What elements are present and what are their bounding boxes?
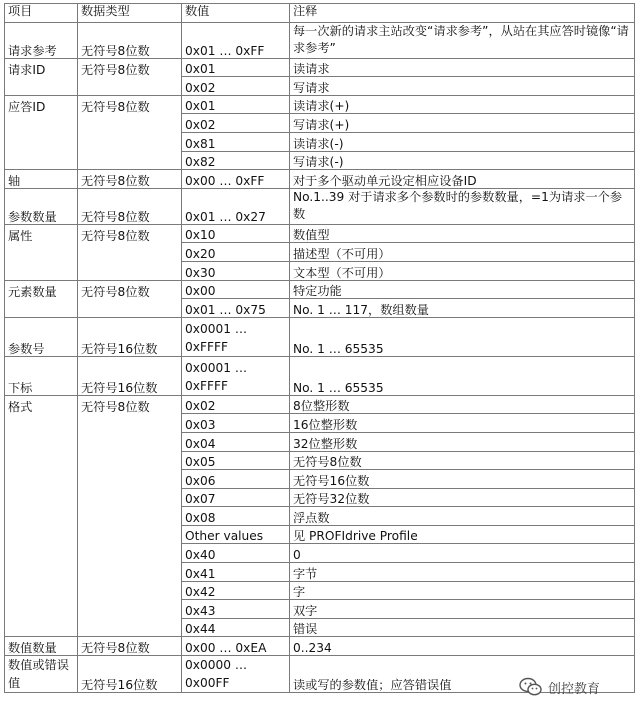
parameter-table: [4, 3, 635, 693]
cell-note: 双字: [290, 600, 635, 619]
cell-type: [78, 544, 182, 563]
cell-value: 0x20: [182, 243, 290, 262]
cell-note: 错误: [290, 618, 635, 637]
table-row: [5, 95, 635, 114]
table-row: [5, 600, 635, 619]
cell-item: [5, 525, 78, 544]
cell-value: 0x05: [182, 451, 290, 470]
cell-type: [78, 507, 182, 526]
header-note: 注释: [290, 4, 635, 23]
cell-item: [5, 488, 78, 507]
cell-type: [78, 488, 182, 507]
cell-item: [5, 563, 78, 582]
cell-type: [78, 132, 182, 151]
table-row: [5, 224, 635, 243]
header-row: [5, 4, 635, 23]
cell-type: [78, 470, 182, 489]
cell-note: 读或写的参数值；应答错误值: [290, 656, 635, 693]
cell-item: [5, 114, 78, 133]
cell-type: 无符号16位数: [78, 656, 182, 693]
cell-note: 无符号8位数: [290, 451, 635, 470]
header-type: 数据类型: [78, 4, 182, 23]
cell-note: 无符号32位数: [290, 488, 635, 507]
cell-value: 0x00: [182, 280, 290, 299]
cell-item: [5, 618, 78, 637]
table-row: [5, 77, 635, 96]
cell-type: 无符号8位数: [78, 637, 182, 656]
cell-note: No. 1 … 65535: [290, 317, 635, 356]
cell-type: [78, 581, 182, 600]
cell-value: 0x08: [182, 507, 290, 526]
cell-value: 0x01: [182, 58, 290, 77]
cell-note: 16位整形数: [290, 414, 635, 433]
cell-note: 字节: [290, 563, 635, 582]
cell-value: 0x82: [182, 151, 290, 170]
cell-type: [78, 114, 182, 133]
table-row: [5, 470, 635, 489]
cell-item: [5, 132, 78, 151]
cell-item: 请求ID: [5, 58, 78, 77]
cell-item: 格式: [5, 395, 78, 414]
cell-item: [5, 507, 78, 526]
cell-item: [5, 544, 78, 563]
table-row: [5, 432, 635, 451]
watermark: [519, 676, 600, 698]
cell-value: 0x0001 … 0xFFFF: [182, 317, 290, 356]
cell-type: [78, 151, 182, 170]
cell-type: [78, 563, 182, 582]
table-row: [5, 317, 635, 356]
cell-note: 32位整形数: [290, 432, 635, 451]
table-row: [5, 581, 635, 600]
cell-value: 0x30: [182, 261, 290, 280]
cell-value: 0x0000 … 0x00FF: [182, 656, 290, 693]
cell-type: 无符号8位数: [78, 395, 182, 414]
table-row: [5, 280, 635, 299]
cell-value: 0x10: [182, 224, 290, 243]
cell-item: [5, 600, 78, 619]
table-row: [5, 618, 635, 637]
table-row: [5, 261, 635, 280]
cell-note: 写请求: [290, 77, 635, 96]
cell-value: 0x01: [182, 95, 290, 114]
cell-note: 数值型: [290, 224, 635, 243]
cell-type: 无符号8位数: [78, 224, 182, 243]
table-row: [5, 525, 635, 544]
cell-item: 元素数量: [5, 280, 78, 299]
cell-item: [5, 432, 78, 451]
header-value: 数值: [182, 4, 290, 23]
cell-item: 轴: [5, 170, 78, 189]
cell-value: 0x00 … 0xFF: [182, 170, 290, 189]
cell-note: 0: [290, 544, 635, 563]
cell-value: 0x01 … 0x75: [182, 299, 290, 318]
table-row: [5, 356, 635, 395]
cell-value: 0x41: [182, 563, 290, 582]
cell-value: 0x44: [182, 618, 290, 637]
cell-value: 0x02: [182, 395, 290, 414]
table-row: [5, 243, 635, 262]
cell-note: 8位整形数: [290, 395, 635, 414]
cell-note: 见 PROFIdrive Profile: [290, 525, 635, 544]
cell-note: 每一次新的请求主站改变“请求参考”，从站在其应答时镜像“请求参考”: [290, 22, 635, 58]
cell-note: 无符号16位数: [290, 470, 635, 489]
table-row: [5, 395, 635, 414]
cell-value: 0x01 … 0xFF: [182, 22, 290, 58]
cell-note: 文本型（不可用）: [290, 261, 635, 280]
cell-value: 0x00 … 0xEA: [182, 637, 290, 656]
cell-value: 0x42: [182, 581, 290, 600]
table-row: [5, 637, 635, 656]
wechat-logo-icon: [519, 677, 543, 697]
cell-item: 数值数量: [5, 637, 78, 656]
cell-value: 0x02: [182, 114, 290, 133]
cell-item: [5, 299, 78, 318]
cell-note: 浮点数: [290, 507, 635, 526]
cell-type: [78, 451, 182, 470]
cell-note: 写请求(-): [290, 151, 635, 170]
cell-item: 参数号: [5, 317, 78, 356]
cell-value: 0x43: [182, 600, 290, 619]
cell-note: 对于多个驱动单元设定相应设备ID: [290, 170, 635, 189]
table-row: [5, 507, 635, 526]
table-row: [5, 170, 635, 189]
cell-value: 0x81: [182, 132, 290, 151]
cell-item: [5, 414, 78, 433]
cell-value: 0x40: [182, 544, 290, 563]
cell-note: 0..234: [290, 637, 635, 656]
cell-type: 无符号8位数: [78, 170, 182, 189]
cell-value: 0x02: [182, 77, 290, 96]
cell-item: 请求参考: [5, 22, 78, 58]
header-item: 项目: [5, 4, 78, 23]
cell-note: 读请求: [290, 58, 635, 77]
cell-type: 无符号8位数: [78, 188, 182, 224]
cell-type: [78, 618, 182, 637]
cell-type: [78, 299, 182, 318]
cell-item: [5, 243, 78, 262]
cell-value: 0x07: [182, 488, 290, 507]
cell-note: No. 1 … 65535: [290, 356, 635, 395]
table-row: [5, 58, 635, 77]
cell-item: 下标: [5, 356, 78, 395]
table-row: [5, 544, 635, 563]
cell-type: [78, 525, 182, 544]
cell-note: 字: [290, 581, 635, 600]
cell-type: 无符号8位数: [78, 95, 182, 114]
cell-note: 读请求(-): [290, 132, 635, 151]
cell-type: [78, 243, 182, 262]
cell-type: [78, 77, 182, 96]
cell-note: 特定功能: [290, 280, 635, 299]
table-row: [5, 451, 635, 470]
watermark-text: 创控教育: [548, 681, 601, 697]
cell-type: 无符号8位数: [78, 22, 182, 58]
table-row: [5, 414, 635, 433]
cell-note: 写请求(+): [290, 114, 635, 133]
cell-note: 描述型（不可用）: [290, 243, 635, 262]
cell-type: [78, 432, 182, 451]
cell-note: No.1..39 对于请求多个参数时的参数数量，=1为请求一个参数: [290, 188, 635, 224]
cell-value: 0x03: [182, 414, 290, 433]
table-row: [5, 114, 635, 133]
cell-item: [5, 77, 78, 96]
cell-value: 0x04: [182, 432, 290, 451]
cell-item: 参数数量: [5, 188, 78, 224]
cell-type: 无符号8位数: [78, 280, 182, 299]
cell-type: [78, 261, 182, 280]
cell-item: 属性: [5, 224, 78, 243]
cell-type: 无符号16位数: [78, 317, 182, 356]
cell-item: [5, 261, 78, 280]
cell-type: 无符号16位数: [78, 356, 182, 395]
table-row: [5, 488, 635, 507]
cell-type: [78, 600, 182, 619]
cell-item: [5, 470, 78, 489]
cell-item: [5, 451, 78, 470]
table-row: [5, 132, 635, 151]
cell-type: 无符号8位数: [78, 58, 182, 77]
cell-value: 0x01 … 0x27: [182, 188, 290, 224]
table-row: [5, 151, 635, 170]
cell-item: [5, 151, 78, 170]
cell-item: 应答ID: [5, 95, 78, 114]
table-row: [5, 563, 635, 582]
cell-value: 0x06: [182, 470, 290, 489]
cell-note: 读请求(+): [290, 95, 635, 114]
cell-type: [78, 414, 182, 433]
table-row: [5, 188, 635, 224]
table-row: [5, 299, 635, 318]
table-row: [5, 22, 635, 58]
cell-item: 数值或错误值: [5, 656, 78, 693]
cell-note: No. 1 … 117，数组数量: [290, 299, 635, 318]
cell-value: Other values: [182, 525, 290, 544]
cell-value: 0x0001 … 0xFFFF: [182, 356, 290, 395]
cell-item: [5, 581, 78, 600]
